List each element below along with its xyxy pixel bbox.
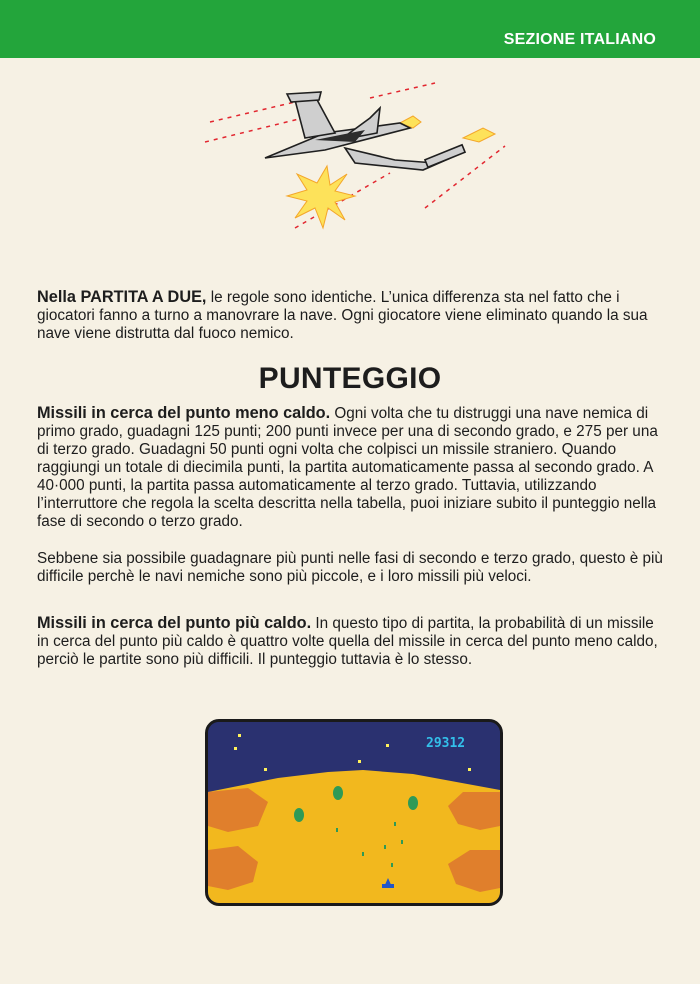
p1-text: Ogni volta che tu distruggi una nave nemica di primo grado, guadagni 125 punti; 200 punti invece per una di secondo grado, e 275 per una di terzo grado. Guadagni 50 punti ogni volta che colpisci un missile straniero. Quando raggiungi un totale di diecimila punti, la partita automaticamente passa al secondo grado. A 40·000 punti, la partita passa automaticamente al terzo grado. Tuttavia, utilizzando l’interruttore che regola la scelta descritta nella tabella, puoi iniziare subito il punteggio nella fase di secondo o terzo grado. — [37, 405, 658, 530]
intro-paragraph — [37, 288, 665, 343]
p3-text: In questo tipo di partita, la probabilità di un missile in cerca del punto più caldo è quattro volte quella del missile in cerca del punto meno caldo, perciò le partite sono più difficili. Il punteggio tuttavia è lo stesso. — [37, 615, 658, 668]
p2-text: Sebbene sia possibile guadagnare più punti nelle fasi di secondo e terzo grado, questo è più difficile perchè le navi nemiche sono più piccole, e i loro missili più veloci. — [37, 550, 663, 585]
game-score: 29312 — [426, 736, 466, 751]
section-label: SEZIONE ITALIANO — [503, 31, 656, 48]
p1-lead: Missili in cerca del punto meno caldo. — [37, 404, 331, 422]
game-screenshot — [205, 719, 503, 906]
section-banner — [0, 0, 700, 58]
scoring-paragraph-2 — [37, 550, 665, 586]
intro-lead: Nella PARTITA A DUE, — [37, 288, 207, 306]
spaceship-illustration — [195, 78, 525, 256]
scoring-paragraph-3 — [37, 614, 665, 669]
section-heading: PUNTEGGIO — [258, 362, 442, 395]
scoring-paragraph-1 — [37, 404, 665, 531]
intro-text: le regole sono identiche. L’unica differenza sta nel fatto che i giocatori fanno a turno a manovrare la nave. Ogni giocatore viene eliminato quando la sua nave viene distrutta dal fuoco nemico. — [37, 289, 648, 342]
p3-lead: Missili in cerca del punto più caldo. — [37, 614, 312, 632]
